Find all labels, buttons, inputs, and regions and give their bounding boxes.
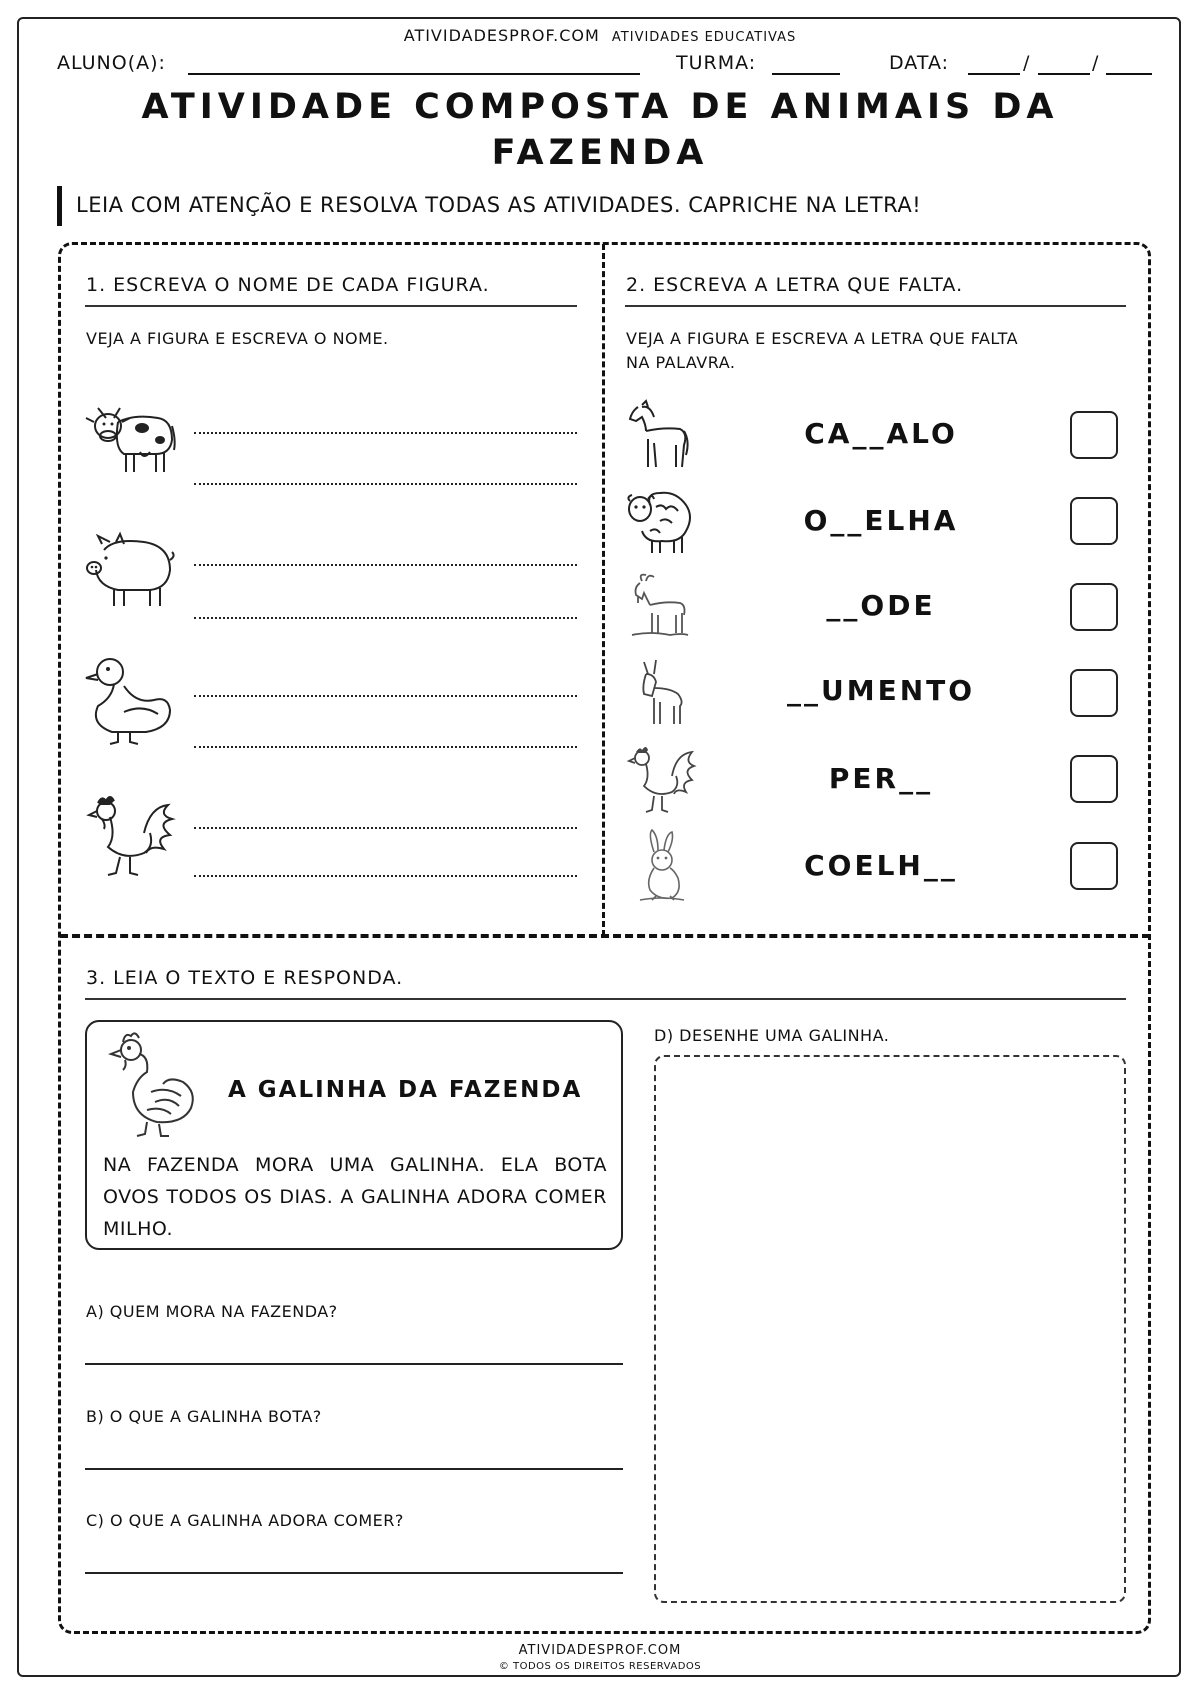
class-field[interactable]: [772, 73, 840, 75]
footer-rights: © TODOS OS DIREITOS RESERVADOS: [498, 1661, 702, 1672]
title-line-1: ATIVIDADE COMPOSTA DE ANIMAIS DA: [141, 87, 1059, 127]
section-2-title: 2. ESCREVA A LETRA QUE FALTA.: [626, 274, 964, 296]
section-1-title: 1. ESCREVA O NOME DE CADA FIGURA.: [86, 274, 490, 296]
date-day-field[interactable]: [968, 73, 1020, 75]
answer-line[interactable]: [194, 483, 577, 485]
goat-icon: [630, 573, 690, 639]
answer-line[interactable]: [194, 564, 577, 566]
answer-line[interactable]: [194, 746, 577, 748]
answer-box[interactable]: [1070, 583, 1118, 631]
date-month-field[interactable]: [1038, 73, 1090, 75]
section-2-subtitle-line-1: VEJA A FIGURA E ESCREVA A LETRA QUE FALTA: [626, 329, 1019, 348]
missing-letter-word: COELH__: [804, 849, 958, 882]
answer-line[interactable]: [194, 432, 577, 434]
donkey-icon: [634, 658, 688, 728]
story-card: [85, 1020, 623, 1250]
missing-letter-word: __ODE: [826, 589, 936, 622]
answer-box[interactable]: [1070, 497, 1118, 545]
question-d: D) DESENHE UMA GALINHA.: [654, 1026, 890, 1045]
site-header: [0, 26, 1200, 45]
story-title: A GALINHA DA FAZENDA: [228, 1077, 583, 1103]
answer-box[interactable]: [1070, 755, 1118, 803]
missing-letter-word: PER__: [828, 762, 934, 795]
section-1-subtitle: VEJA A FIGURA E ESCREVA O NOME.: [86, 329, 389, 348]
section-2-subtitle: [626, 327, 1018, 375]
horse-icon: [628, 401, 690, 471]
answer-line-b[interactable]: [85, 1468, 623, 1470]
question-b: B) O QUE A GALINHA BOTA?: [86, 1407, 322, 1426]
section-3-title: 3. LEIA O TEXTO E RESPONDA.: [86, 967, 404, 989]
footer-site: ATIVIDADESPROF.COM: [518, 1643, 682, 1658]
pig-icon: [84, 530, 176, 610]
duck-icon: [84, 654, 176, 748]
question-a: A) QUEM MORA NA FAZENDA?: [86, 1302, 338, 1321]
instruction-text: LEIA COM ATENÇÃO E RESOLVA TODAS AS ATIVIDADES. CAPRICHE NA LETRA!: [76, 193, 922, 217]
drawing-area[interactable]: [654, 1055, 1126, 1603]
answer-box[interactable]: [1070, 411, 1118, 459]
missing-letter-word: CA__ALO: [804, 417, 958, 450]
answer-box[interactable]: [1070, 842, 1118, 890]
rooster-icon: [626, 744, 696, 814]
class-label: TURMA:: [676, 52, 757, 74]
section-1-rule: [85, 305, 577, 307]
section-divider-horizontal: [60, 934, 1150, 938]
hen-icon: [107, 1030, 203, 1140]
answer-box[interactable]: [1070, 669, 1118, 717]
answer-line-c[interactable]: [85, 1572, 623, 1574]
answer-line[interactable]: [194, 827, 577, 829]
section-2-subtitle-line-2: NA PALAVRA.: [626, 353, 736, 372]
answer-line[interactable]: [194, 875, 577, 877]
answer-line[interactable]: [194, 695, 577, 697]
date-separator: /: [1023, 52, 1031, 74]
story-text: NA FAZENDA MORA UMA GALINHA. ELA BOTA OVOS TODOS OS DIAS. A GALINHA ADORA COMER MILHO.: [103, 1154, 607, 1240]
title-line-2: FAZENDA: [491, 133, 709, 173]
rooster-icon: [84, 793, 176, 879]
answer-line[interactable]: [194, 617, 577, 619]
missing-letter-word: O__ELHA: [803, 504, 959, 537]
date-label: DATA:: [889, 52, 950, 74]
site-subtitle: ATIVIDADES EDUCATIVAS: [611, 30, 797, 45]
student-label: ALUNO(A):: [57, 52, 166, 74]
section-divider-vertical: [602, 244, 605, 936]
date-separator: /: [1092, 52, 1100, 74]
missing-letter-word: __UMENTO: [786, 674, 976, 707]
site-name: ATIVIDADESPROF.COM: [403, 26, 600, 45]
instruction-accent-bar: [57, 186, 62, 226]
date-year-field[interactable]: [1106, 73, 1152, 75]
rabbit-icon: [636, 830, 688, 902]
section-3-rule: [85, 998, 1126, 1000]
sheep-icon: [626, 487, 694, 555]
answer-line-a[interactable]: [85, 1363, 623, 1365]
student-name-field[interactable]: [188, 73, 640, 75]
section-2-rule: [625, 305, 1126, 307]
question-c: C) O QUE A GALINHA ADORA COMER?: [86, 1511, 404, 1530]
cow-icon: [84, 400, 176, 480]
page-title: [100, 84, 1100, 176]
